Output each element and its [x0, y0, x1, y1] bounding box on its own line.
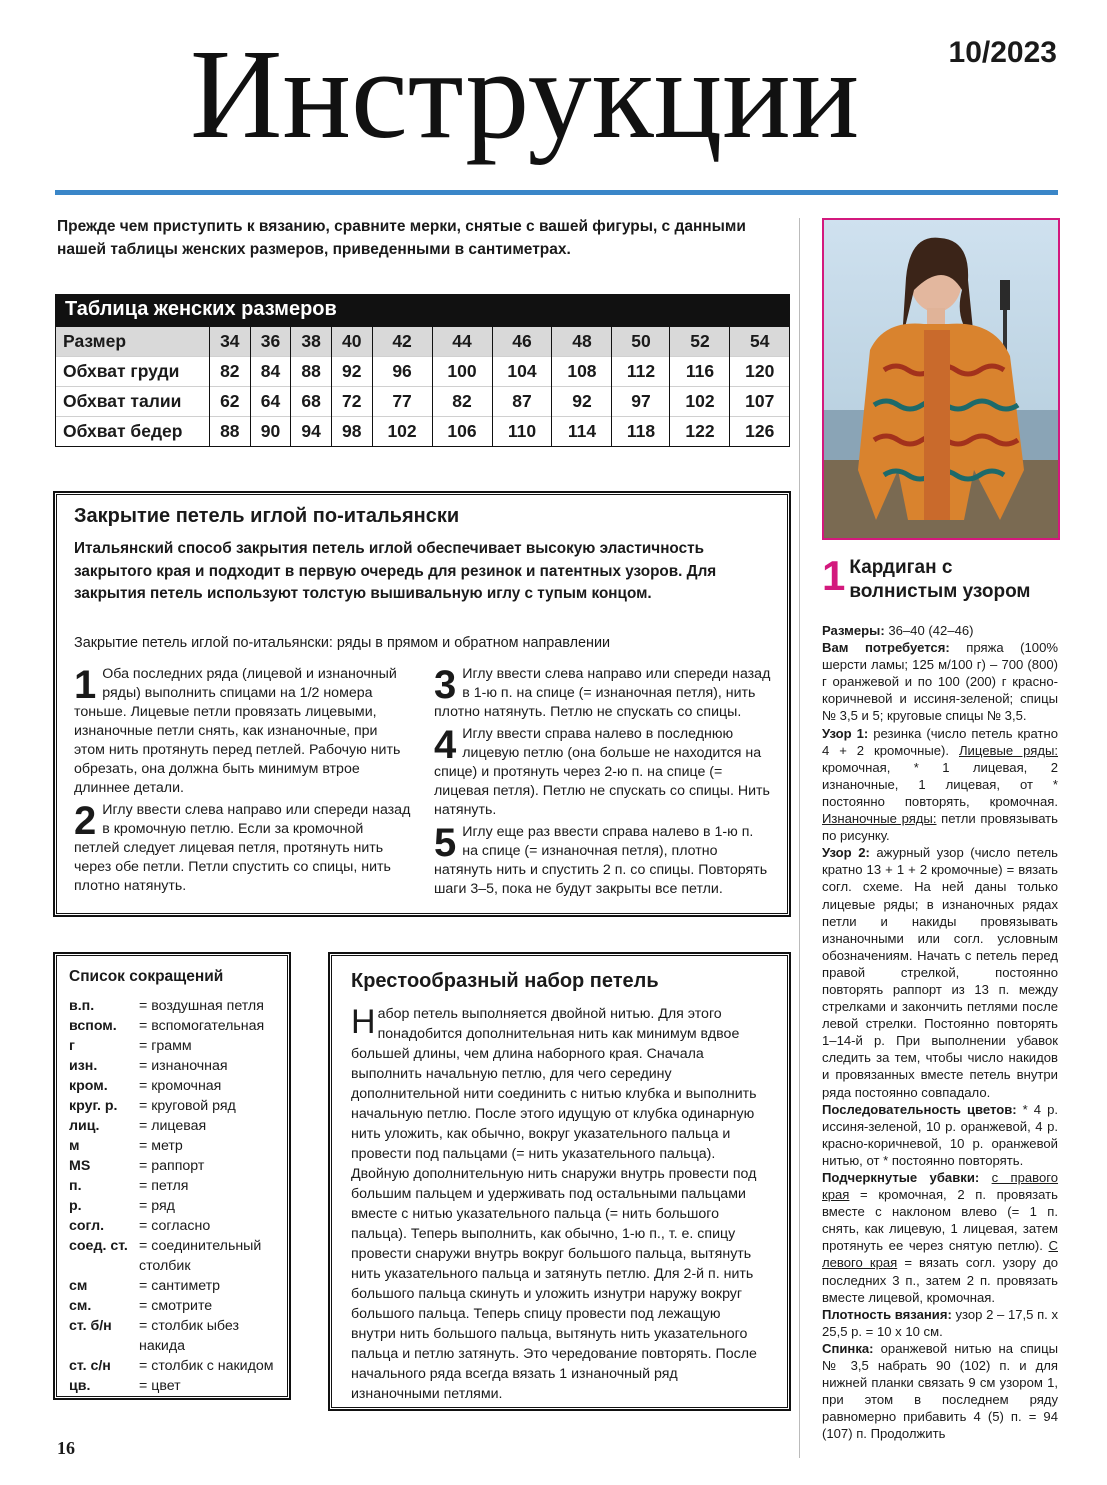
sizes-cell: 50 — [612, 327, 670, 357]
abbreviation-key: соед. ст. — [69, 1238, 128, 1254]
abbreviation-row — [69, 1176, 279, 1196]
abbreviation-key: MS — [69, 1158, 91, 1174]
sizes-cell: 118 — [612, 417, 670, 447]
abbreviations-box — [56, 955, 288, 1397]
abbreviation-key: п. — [69, 1178, 82, 1194]
column-divider — [799, 218, 800, 1458]
abbreviation-key: р. — [69, 1198, 82, 1214]
decreases-text: = кромочная, 2 п. провязать вместе с наклоном влево (= 1 п. снять, как лицевую, 1 лицевая, затем протянуть ее через снятую петлю). — [822, 1187, 1058, 1254]
sizes-value: 36–40 (42–46) — [884, 623, 974, 638]
abbreviation-value: = лицевая — [139, 1118, 207, 1134]
sizes-cell: 108 — [552, 357, 612, 387]
intro-text: Прежде чем приступить к вязанию, сравните мерки, снятые с вашей фигуры, с данными нашей таблицы женских размеров, приведенными в сантиметрах. — [57, 218, 746, 258]
sizes-cell: 36 — [250, 327, 291, 357]
sizes-cell: 126 — [730, 417, 789, 447]
abbreviation-row — [69, 1216, 279, 1236]
sizes-cell: 82 — [210, 357, 251, 387]
cross-text — [351, 1004, 767, 1404]
decreases-left-edge: С левого края — [822, 1238, 1058, 1271]
sizes-cell: 40 — [331, 327, 372, 357]
abbreviation-value: = кромочная — [139, 1078, 222, 1094]
pattern2-label: Узор 2: — [822, 845, 870, 861]
abbreviation-row — [69, 1156, 279, 1176]
abbreviation-value: = раппорт — [139, 1158, 205, 1174]
sizes-row-label: Обхват груди — [56, 357, 210, 387]
sizes-cell: 54 — [730, 327, 789, 357]
sizes-cell: 100 — [432, 357, 492, 387]
sizes-cell: 34 — [210, 327, 251, 357]
sizes-cell: 97 — [612, 387, 670, 417]
sizes-cell: 110 — [492, 417, 552, 447]
step-number: 5 — [434, 821, 457, 865]
issue-number: 10/2023 — [948, 36, 1057, 69]
materials-label: Вам потребуется: — [822, 640, 950, 656]
cross-title: Крестообразный набор петель — [351, 970, 659, 992]
dropcap: Н — [351, 1003, 376, 1041]
step-2 — [74, 801, 411, 896]
pattern1-text-3: петли провязывать по рисунку. — [822, 811, 1059, 844]
sizes-cell: 62 — [210, 387, 251, 417]
abbreviation-row — [69, 1116, 279, 1136]
header-rule — [55, 190, 1058, 195]
color-sequence-text: * 4 р. иссиня-зеленой, 10 р. оранжевой, 4 р. красно-коричневой, 10 р. оранжевой нитью, от * постоянно повторять. — [822, 1101, 1058, 1168]
sizes-cell: 94 — [291, 417, 332, 447]
sizes-cell: 44 — [432, 327, 492, 357]
step-5 — [434, 823, 772, 899]
abbreviation-value: = изнаночная — [139, 1058, 228, 1074]
sizes-row — [56, 327, 789, 357]
abbreviation-key: изн. — [69, 1058, 98, 1074]
sizes-cell: 77 — [372, 387, 432, 417]
step-number: 3 — [434, 663, 457, 707]
abbreviation-value: = согласно — [139, 1218, 211, 1234]
color-sequence-label: Последовательность цветов: — [822, 1101, 1017, 1117]
sizes-row-label: Обхват бедер — [56, 417, 210, 447]
abbreviation-value: = цвет — [139, 1378, 181, 1394]
sizes-table-title: Таблица женских размеров — [56, 295, 789, 327]
sizes-row — [56, 357, 789, 387]
abbreviation-row — [69, 1316, 279, 1356]
sizes-cell: 82 — [432, 387, 492, 417]
sizes-cell: 68 — [291, 387, 332, 417]
sizes-cell: 107 — [730, 387, 789, 417]
sizes-cell: 46 — [492, 327, 552, 357]
back-label: Спинка: — [822, 1340, 874, 1356]
sizes-cell: 104 — [492, 357, 552, 387]
decreases-label: Подчеркнутые убавки: — [822, 1170, 980, 1185]
abbreviation-value: = вспомогательная — [139, 1018, 265, 1034]
sizes-cell: 102 — [670, 387, 730, 417]
abbreviation-key: см. — [69, 1298, 92, 1314]
gauge-text: узор 2 – 17,5 п. х 25,5 р. = 10 х 10 см. — [822, 1306, 1058, 1339]
sizes-cell: 42 — [372, 327, 432, 357]
sizes-cell: 106 — [432, 417, 492, 447]
abbreviation-row — [69, 1056, 279, 1076]
step-text: Иглу ввести слева направо или спереди назад в 1-ю п. на спице (= изнаночная петля), нить плотно натянуть. Петлю не спускать со спицы. — [434, 666, 771, 720]
abbreviations-list — [69, 996, 279, 1396]
model-number: 1 — [822, 552, 846, 599]
step-text: Иглу ввести справа налево в последнюю лицевую петлю (она больше не находится на спице) и протянуть через 2-ю п. на спице (= лицевая петля). Петлю не спускать со спицы. Нить натянуть. — [434, 726, 770, 818]
abbreviation-row — [69, 996, 279, 1016]
abbreviation-value: = петля — [139, 1178, 189, 1194]
sizes-cell: 92 — [331, 357, 372, 387]
model-photo — [822, 218, 1060, 540]
abbreviation-value: = соединительный столбик — [139, 1238, 262, 1274]
sizes-row — [56, 417, 789, 447]
abbreviations-title: Список сокращений — [69, 968, 224, 985]
sizes-cell: 72 — [331, 387, 372, 417]
back-text: оранжевой нитью на спицы № 3,5 набрать 90 (102) п. и для нижней планки связать 9 см узором 1, при этом в последнем ряду равномерно прибавить 4 (5) п. = 94 (107) п. Продолжить — [822, 1340, 1058, 1442]
pattern1-text-2: кромочная, * 1 лицевая, 2 изнаночные, 1 лицевая, от * постоянно повторять, кромочная. — [822, 759, 1058, 809]
sizes-cell: 92 — [552, 387, 612, 417]
abbreviation-value: = круговой ряд — [139, 1098, 236, 1114]
decreases-right-edge: с правого края — [822, 1170, 1059, 1203]
sizes-cell: 64 — [250, 387, 291, 417]
sizes-cell: 88 — [291, 357, 332, 387]
pattern1-knit-rows: Лицевые ряды: — [958, 742, 1059, 758]
italian-subtitle: Закрытие петель иглой по-итальянски: ряды в прямом и обратном направлении — [74, 635, 611, 651]
sizes-row — [56, 387, 789, 417]
sizes-cell: 84 — [250, 357, 291, 387]
italian-title: Закрытие петель иглой по-итальянски — [74, 505, 460, 527]
abbreviation-row — [69, 1196, 279, 1216]
masthead-title: Инструкции — [190, 23, 860, 165]
abbreviation-value: = воздушная петля — [139, 998, 264, 1014]
cross-body: абор петель выполняется двойной нитью. Для этого понадобится дополнительная нить как минимум вдвое большей длины, чем длина наборного края. Сначала выполнить начальную петлю, для чего середину дополнительной нити соединить с нитью клубка и выполнить начальную петлю. После этого идущую от клубка одинарную нить уложить, как обычно, вокруг указательного пальца и провести под пальцами (= нить указательного пальца). Двойную дополнительную нить снаружи внутрь провести под большим пальцем и удерживать под остальными пальцами вместе с нитью указательного пальца (= нить большого пальца). Теперь выполнить, как обычно, 1-ю п., т. е. спицу провести снаружи внутрь вокруг большого пальца, вытянуть нить указательного пальца и затянуть петлю. Для 2-й п. нить большого пальца скинуть и уложить изнутри наружу вокруг большого пальца. Теперь спицу провести под лежащую внутри нить большого пальца, вытянуть нить указательного пальца и петлю затянуть. Это чередование повторять. После начального ряда всегда вязать 1 изнаночный ряд изнаночными петлями. — [351, 1006, 757, 1402]
pattern1-label: Узор 1: — [822, 725, 869, 741]
step-3 — [434, 665, 772, 722]
pattern1-text: резинка (число петель кратно 4 + 2 кромочные). — [822, 725, 1058, 758]
sizes-label: Размеры: — [822, 623, 885, 638]
sizes-cell: 122 — [670, 417, 730, 447]
abbreviation-row — [69, 1276, 279, 1296]
abbreviation-row — [69, 1136, 279, 1156]
abbreviation-key: в.п. — [69, 998, 95, 1014]
abbreviation-key: м — [69, 1138, 80, 1154]
sizes-cell: 112 — [612, 357, 670, 387]
step-text: Иглу еще раз ввести справа налево в 1-ю п. на спице (= изнаночная петля), плотно натянуть нить и спустить 2 п. со спицы. Повторять шаги 3–5, пока не будут закрыты все петли. — [434, 824, 768, 897]
abbreviation-row — [69, 1076, 279, 1096]
sizes-cell: 102 — [372, 417, 432, 447]
step-number: 2 — [74, 799, 97, 843]
abbreviation-value: = грамм — [139, 1038, 192, 1054]
abbreviation-value: = столбик ыбез накида — [139, 1318, 239, 1354]
decreases-text-2: = вязать согл. узору до последних 3 п., затем 2 п. провязать вместе лицевой, кромочная. — [822, 1255, 1058, 1305]
italian-lead: Итальянский способ закрытия петель иглой обеспечивает высокую эластичность закрытого края и подходит в первую очередь для резинок и патентных узоров. Для закрытия петель используют толстую вышивальную иглу с тупым концом. — [74, 540, 717, 602]
materials-value: пряжа (100% шерсти ламы; 125 м/100 г) – 700 (800) г оранжевой и по 100 (200) г красно-коричневой и иссиня-зеленой; спицы № 3,5 и 5; круговые спицы № 3,5. — [822, 640, 1058, 724]
sizes-cell: 87 — [492, 387, 552, 417]
sizes-cell: 88 — [210, 417, 251, 447]
sizes-grid — [56, 327, 789, 446]
sizes-cell: 98 — [331, 417, 372, 447]
abbreviation-key: цв. — [69, 1378, 91, 1394]
sizes-cell: 48 — [552, 327, 612, 357]
model-heading — [822, 552, 1062, 604]
step-4 — [434, 725, 772, 820]
sizes-row-label: Обхват талии — [56, 387, 210, 417]
abbreviation-row — [69, 1016, 279, 1036]
gauge-label: Плотность вязания: — [822, 1306, 952, 1322]
abbreviation-key: вспом. — [69, 1018, 117, 1034]
abbreviation-key: см — [69, 1278, 88, 1294]
cross-cast-on-box — [331, 955, 788, 1408]
abbreviation-key: г — [69, 1038, 75, 1054]
model-photo-illustration — [824, 220, 1058, 538]
abbreviation-value: = ряд — [139, 1198, 175, 1214]
page-number: 16 — [57, 1438, 75, 1458]
abbreviation-row — [69, 1376, 279, 1396]
sizes-table — [55, 294, 790, 447]
sizes-cell: 96 — [372, 357, 432, 387]
sizes-cell: 114 — [552, 417, 612, 447]
abbreviation-row — [69, 1356, 279, 1376]
abbreviation-key: кром. — [69, 1078, 108, 1094]
step-number: 4 — [434, 723, 457, 767]
abbreviation-value: = сантиметр — [139, 1278, 221, 1294]
abbreviation-row — [69, 1036, 279, 1056]
pattern1-purl-rows: Изнаночные ряды: — [822, 811, 937, 827]
pattern2-text: ажурный узор (число петель кратно 13 + 1 + 2 кромочные) = вязать согл. схеме. На ней даны только лицевые ряды; в изнаночных рядах петли и накиды провязывать изнаночными или согл. условным обозначениям. Начать с петель перед правой стрелкой, постоянно повторять раппорт из 13 п. между стрелками и закончить петлями после левой стрелки. Постоянно повторять 1–14-й р. При выполнении убавок следить за тем, чтобы число накидов и провязанных вместе петель внутри ряда постоянно совпадало. — [822, 845, 1059, 1100]
step-text: Оба последних ряда (лицевой и изнаночный ряды) выполнить спицами на 1/2 номера тоньше. Лицевые петли провязать лицевыми, изнаночные петли снять, как изнаночные, при этом нить протянуть перед петлей. Рабочую нить обрезать, она должна быть минимум втрое длиннее детали. — [74, 666, 401, 796]
model-instructions — [822, 622, 1058, 1443]
step-number: 1 — [74, 663, 97, 707]
abbreviation-key: согл. — [69, 1218, 105, 1234]
abbreviation-key: круг. р. — [69, 1098, 118, 1114]
abbreviation-value: = метр — [139, 1138, 183, 1154]
steps-right — [434, 665, 772, 902]
abbreviation-key: ст. с/н — [69, 1358, 111, 1374]
step-1 — [74, 665, 411, 798]
abbreviation-row — [69, 1236, 279, 1276]
sizes-cell: 38 — [291, 327, 332, 357]
sizes-row-label: Размер — [63, 331, 127, 351]
abbreviation-row — [69, 1296, 279, 1316]
sizes-cell: 52 — [670, 327, 730, 357]
italian-bind-off-box — [56, 494, 788, 914]
sizes-cell: 90 — [250, 417, 291, 447]
abbreviation-row — [69, 1096, 279, 1116]
sizes-cell: 116 — [670, 357, 730, 387]
step-text: Иглу ввести слева направо или спереди назад в кромочную петлю. Если за кромочной петлей следует лицевая петля, протянуть нить через обе петли. Петли спустить со спицы, нить плотно натянуть. — [74, 802, 411, 894]
abbreviation-value: = смотрите — [139, 1298, 213, 1314]
model-title: Кардиган с волнистым узором — [849, 557, 1031, 602]
abbreviation-value: = столбик с накидом — [139, 1358, 274, 1374]
abbreviation-key: ст. б/н — [69, 1318, 112, 1334]
abbreviation-key: лиц. — [69, 1118, 100, 1134]
sizes-cell: 120 — [730, 357, 789, 387]
steps-left — [74, 665, 411, 899]
